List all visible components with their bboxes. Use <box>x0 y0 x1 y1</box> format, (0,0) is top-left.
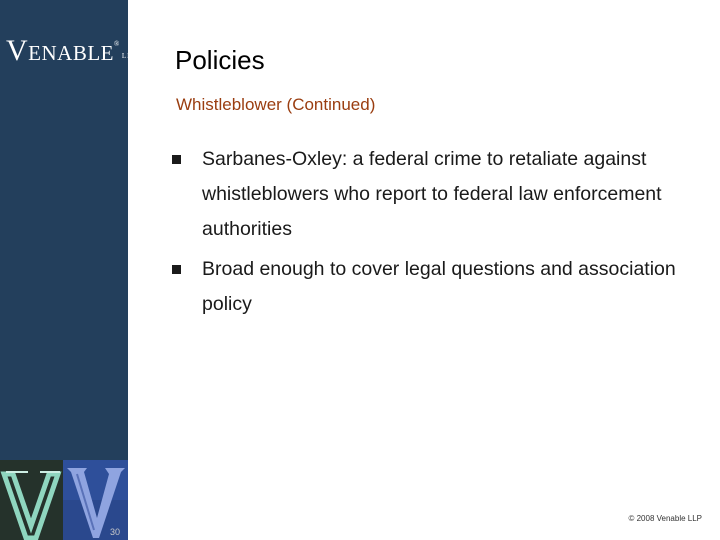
square-bullet-icon <box>172 265 181 274</box>
logo-initial: V <box>6 34 29 67</box>
sidebar <box>0 0 138 540</box>
bullet-list <box>170 142 690 327</box>
page-number: 30 <box>110 527 121 537</box>
square-bullet-icon <box>172 155 181 164</box>
logo-suffix: LLP <box>121 52 138 60</box>
bullet-item <box>170 252 690 322</box>
bullet-text: Sarbanes-Oxley: a federal crime to retaliate against whistleblowers who report to federal law enforcement authorities <box>202 148 662 240</box>
bullet-item <box>170 142 690 247</box>
bullet-text: Broad enough to cover legal questions and association policy <box>202 258 676 315</box>
logo-rest: ENABLE <box>28 41 114 65</box>
venable-logo <box>6 34 137 68</box>
copyright-notice: © 2008 Venable LLP <box>628 514 702 523</box>
decorative-v-tiles <box>0 460 128 540</box>
slide-subtitle: Whistleblower (Continued) <box>176 95 376 114</box>
logo-registered: ® <box>114 40 120 48</box>
slide-title: Policies <box>175 45 265 75</box>
green-v-tile <box>0 460 63 540</box>
